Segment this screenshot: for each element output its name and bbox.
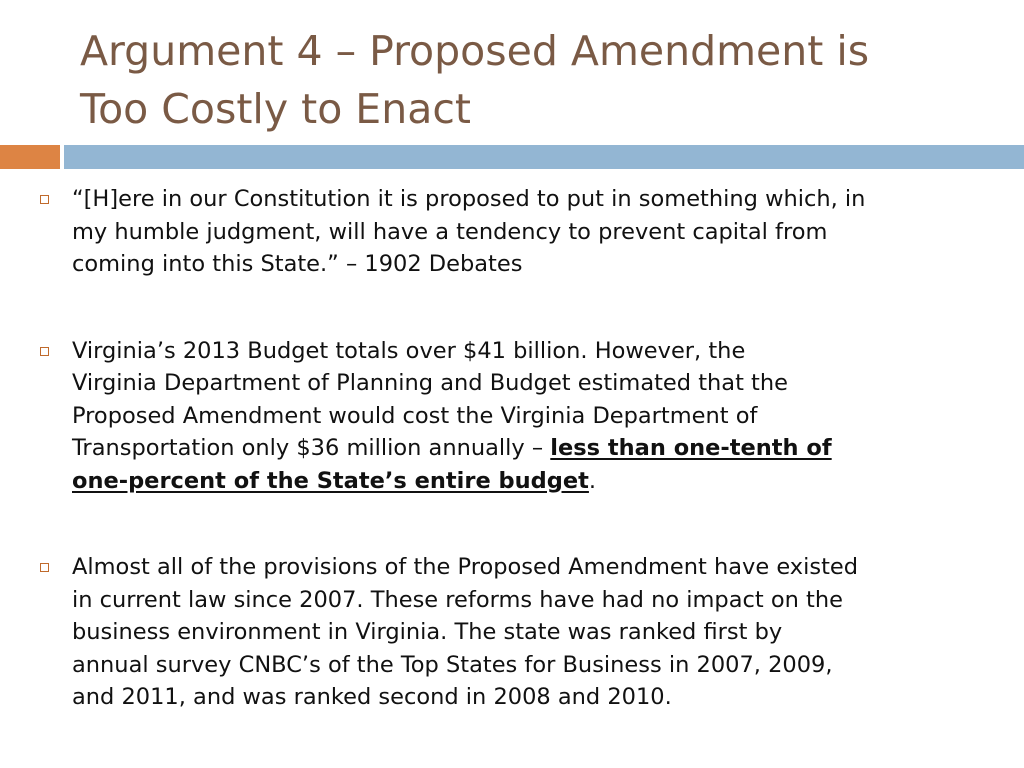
bullet-item bbox=[38, 335, 1013, 498]
hollow-square-bullet-icon bbox=[40, 347, 49, 356]
accent-bar-orange bbox=[0, 145, 60, 169]
bullet-text-line bbox=[72, 432, 1013, 465]
accent-bar-blue bbox=[64, 145, 1024, 169]
slide-title bbox=[80, 22, 1000, 138]
bullet-text-line: and 2011, and was ranked second in 2008 and 2010. bbox=[72, 684, 672, 710]
bullet-text-plain: . bbox=[588, 467, 597, 494]
bullet-text-line: Proposed Amendment would cost the Virginia Department of bbox=[72, 402, 758, 429]
hollow-square-bullet-icon bbox=[40, 195, 49, 204]
bullet-text-plain: Transportation only $36 million annually – bbox=[72, 435, 551, 461]
title-line: Too Costly to Enact bbox=[80, 85, 471, 133]
bullet-text-line: business environment in Virginia. The state was ranked first by bbox=[72, 619, 783, 645]
title-line: Argument 4 – Proposed Amendment is bbox=[80, 27, 870, 75]
bullet-text-line: coming into this State.” – 1902 Debates bbox=[72, 251, 523, 277]
bullet-item bbox=[38, 551, 1013, 714]
bullet-text-line: my humble judgment, will have a tendency to prevent capital from bbox=[72, 218, 828, 245]
bullet-text-line: Virginia Department of Planning and Budget estimated that the bbox=[72, 370, 788, 396]
emphasized-text: one-percent of the State’s entire budget bbox=[72, 467, 589, 494]
bullet-item bbox=[38, 183, 1013, 281]
bullet-text-line bbox=[72, 465, 1013, 498]
bullet-list bbox=[38, 183, 1013, 714]
bullet-text-line: in current law since 2007. These reforms have had no impact on the bbox=[72, 586, 843, 613]
bullet-text-line: Virginia’s 2013 Budget totals over $41 billion. However, the bbox=[72, 337, 746, 364]
bullet-text-line: annual survey CNBC’s of the Top States for Business in 2007, 2009, bbox=[72, 651, 833, 678]
emphasized-text: less than one-tenth of bbox=[550, 435, 832, 461]
bullet-text-line: “[H]ere in our Constitution it is proposed to put in something which, in bbox=[72, 186, 866, 212]
bullet-text-line: Almost all of the provisions of the Proposed Amendment have existed bbox=[72, 554, 859, 580]
hollow-square-bullet-icon bbox=[40, 563, 49, 572]
